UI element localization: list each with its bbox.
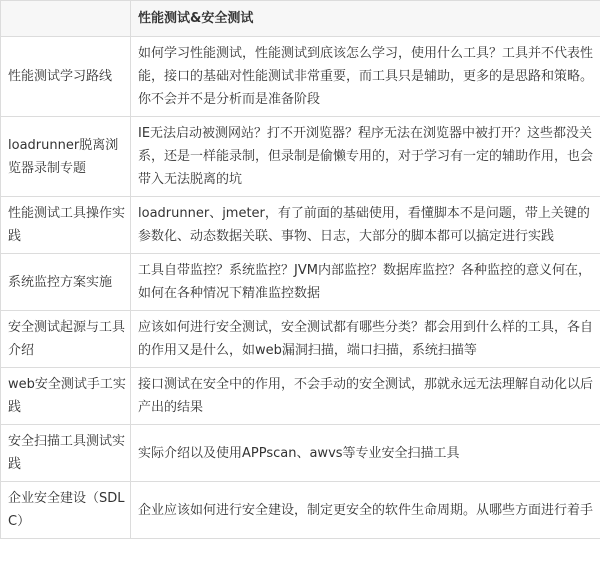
description-cell: 工具自带监控？系统监控？JVM内部监控？数据库监控？各种监控的意义何在，如何在各种情况下精准监控数据	[131, 254, 600, 311]
topic-cell: loadrunner脱离浏览器录制专题	[1, 117, 131, 197]
table-row	[1, 425, 600, 482]
description-cell: 接口测试在安全中的作用，不会手动的安全测试，那就永远无法理解自动化以后产出的结果	[131, 368, 600, 425]
topic-cell: 性能测试学习路线	[1, 37, 131, 117]
description-cell: 企业应该如何进行安全建设，制定更安全的软件生命周期。从哪些方面进行着手	[131, 482, 600, 539]
table-row	[1, 368, 600, 425]
table-row	[1, 197, 600, 254]
topic-cell: 安全测试起源与工具介绍	[1, 311, 131, 368]
table-row	[1, 254, 600, 311]
table-header-row	[1, 1, 600, 37]
table-row	[1, 482, 600, 539]
topic-cell: 安全扫描工具测试实践	[1, 425, 131, 482]
header-description-cell: 性能测试&安全测试	[131, 1, 600, 37]
description-cell: loadrunner、jmeter，有了前面的基础使用，看懂脚本不是问题，带上关键的参数化、动态数据关联、事物、日志，大部分的脚本都可以搞定进行实践	[131, 197, 600, 254]
topic-cell: 企业安全建设（SDLC）	[1, 482, 131, 539]
topic-cell: 性能测试工具操作实践	[1, 197, 131, 254]
description-cell: 应该如何进行安全测试，安全测试都有哪些分类？都会用到什么样的工具，各自的作用又是什么，如web漏洞扫描，端口扫描，系统扫描等	[131, 311, 600, 368]
table-row	[1, 311, 600, 368]
description-cell: IE无法启动被测网站？打不开浏览器？程序无法在浏览器中被打开？这些都没关系，还是一样能录制，但录制是偷懒专用的，对于学习有一定的辅助作用，也会带入无法脱离的坑	[131, 117, 600, 197]
table-row	[1, 117, 600, 197]
table-row	[1, 37, 600, 117]
topic-cell: web安全测试手工实践	[1, 368, 131, 425]
header-topic-cell	[1, 1, 131, 37]
description-cell: 实际介绍以及使用APPscan、awvs等专业安全扫描工具	[131, 425, 600, 482]
description-cell: 如何学习性能测试，性能测试到底该怎么学习，使用什么工具？工具并不代表性能，接口的基础对性能测试非常重要，而工具只是辅助，更多的是思路和策略。你不会并不是分析而是准备阶段	[131, 37, 600, 117]
topic-cell: 系统监控方案实施	[1, 254, 131, 311]
